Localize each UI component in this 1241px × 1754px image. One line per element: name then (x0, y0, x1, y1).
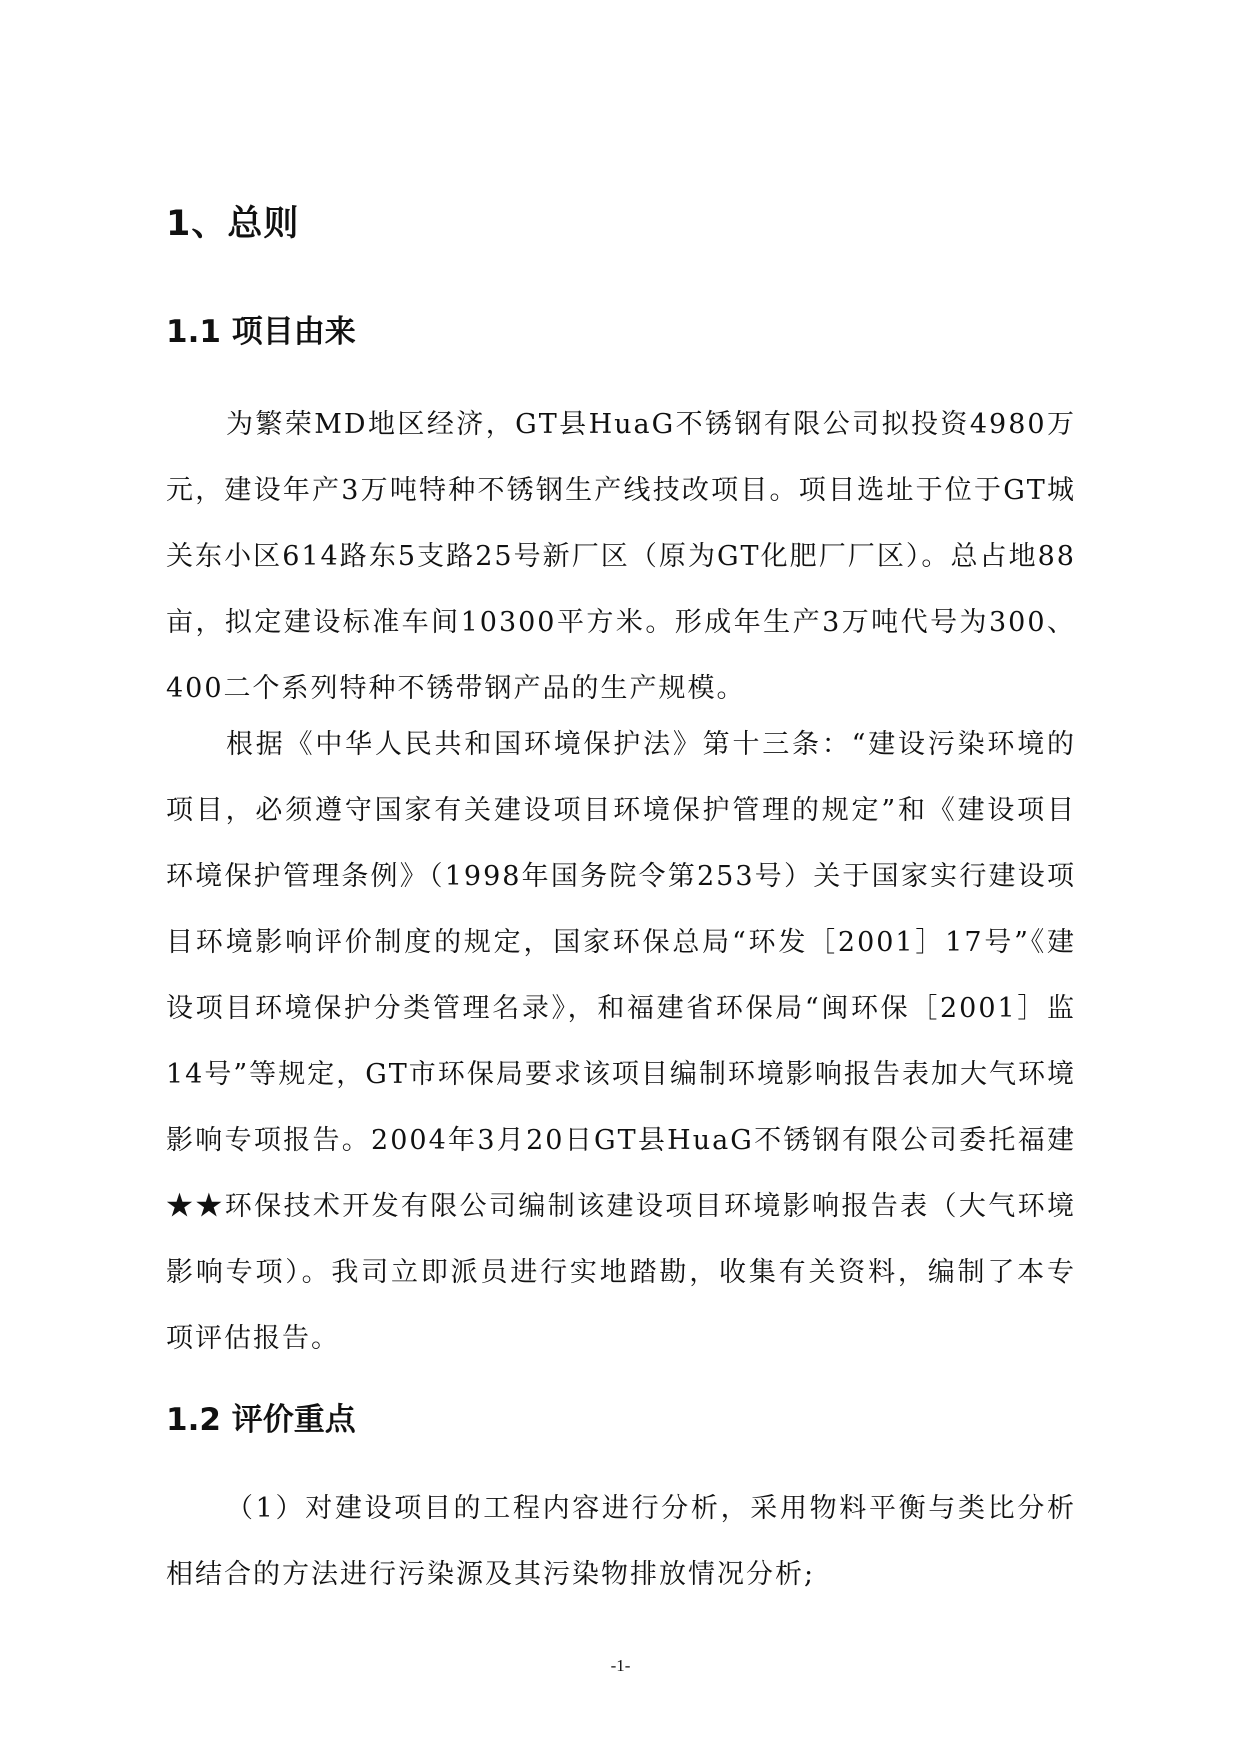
section-heading-project-origin: 1.1 项目由来 (166, 314, 356, 350)
paragraph-regulatory-basis: 根据《中华人民共和国环境保护法》第十三条：“建设污染环境的项目，必须遵守国家有关建设项目环境保护管理的规定”和《建设项目环境保护管理条例》（1998年国务院令第253号）关于国家实行建设项目环境影响评价制度的规定，国家环保总局“环发［2001］17号”《建设项目环境保护分类管理名录》，和福建省环保局“闽环保［2001］监14号”等规定，GT市环保局要求该项目编制环境影响报告表加大气环境影响专项报告。2004年3月20日GT县HuaG不锈钢有限公司委托福建★★环保技术开发有限公司编制该建设项目环境影响报告表（大气环境影响专项）。我司立即派员进行实地踏勘，收集有关资料，编制了本专项评估报告。 (166, 729, 1076, 1354)
chapter-heading: 1、总则 (166, 204, 300, 244)
paragraph-project-overview: 为繁荣MD地区经济，GT县HuaG不锈钢有限公司拟投资4980万元，建设年产3万吨特种不锈钢生产线技改项目。项目选址于位于GT城关东小区614路东5支路25号新厂区（原为GT化肥厂厂区）。总占地88亩，拟定建设标准车间10300平方米。形成年生产3万吨代号为300、400二个系列特种不锈带钢产品的生产规模。 (166, 409, 1076, 704)
section-heading-assessment-focus: 1.2 评价重点 (166, 1402, 356, 1438)
paragraph-assessment-item-1: （1）对建设项目的工程内容进行分析，采用物料平衡与类比分析相结合的方法进行污染源及其污染物排放情况分析; (166, 1493, 1076, 1590)
page-number: -1- (610, 1656, 631, 1675)
